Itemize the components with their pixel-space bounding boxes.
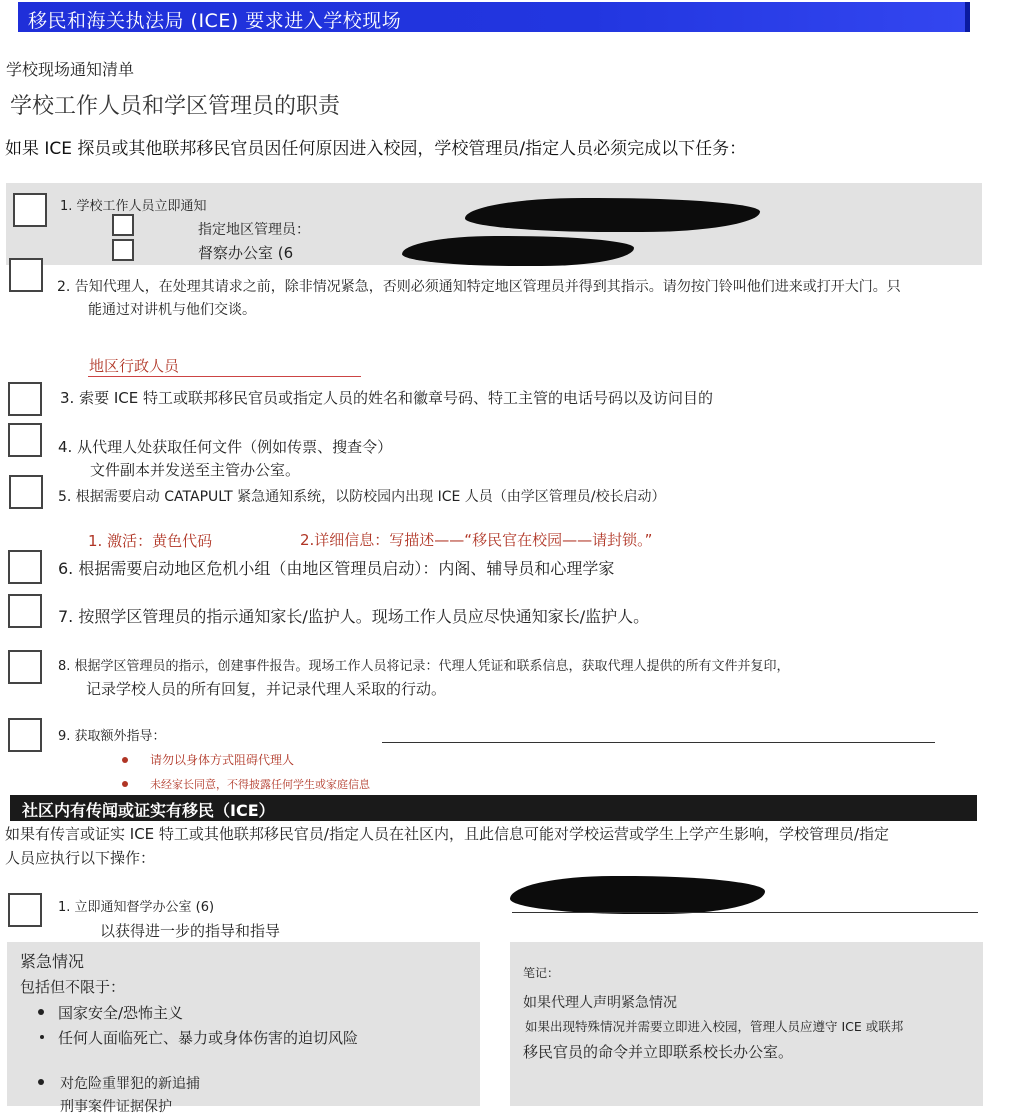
item-9-answer-line (382, 742, 935, 743)
item-6-text: 6. 根据需要启动地区危机小组（由地区管理员启动）：内阁、辅导员和心理学家 (58, 559, 615, 578)
checklist-label: 学校现场通知清单 (6, 60, 135, 79)
district-staff-line (88, 376, 361, 377)
community-header: 社区内有传闻或证实有移民（ICE） (22, 801, 275, 820)
emergency-bullet-4: 刑事案件证据保护 (60, 1099, 172, 1115)
item-2-checkbox[interactable] (9, 258, 43, 292)
item-1-sub1-label: 指定地区管理员： (198, 222, 310, 238)
item-9-bullet-2: 未经家长同意，不得披露任何学生或家庭信息 (150, 778, 370, 791)
district-staff-label: 地区行政人员 (89, 357, 180, 375)
emergency-bullet-2: 任何人面临死亡、暴力或身体伤害的迫切风险 (58, 1029, 359, 1047)
item-3-text: 3. 索要 ICE 特工或联邦移民官员或指定人员的姓名和徽章号码、特工主管的电话号码以及访问目的 (60, 389, 713, 407)
redaction-mark (510, 876, 765, 914)
community-item-1-checkbox[interactable] (8, 893, 42, 927)
emergency-title: 紧急情况 (20, 952, 85, 971)
bullet-icon (38, 1009, 44, 1015)
item-1-sub2-checkbox[interactable] (112, 239, 134, 261)
red-bullet-icon (122, 757, 128, 763)
notes-label: 笔记： (523, 966, 560, 980)
item-5-text: 5. 根据需要启动 CATAPULT 紧急通知系统，以防校园内出现 ICE 人员（由学区管理员/校长启动） (58, 489, 666, 505)
redaction-mark (402, 236, 634, 266)
item-4-line1: 4. 从代理人处获取任何文件（例如传票、搜查令） (58, 438, 393, 456)
item-5-activate: 1. 激活：黄色代码 (88, 532, 213, 550)
item-7-checkbox[interactable] (8, 594, 42, 628)
item-2-line2: 能通过对讲机与他们交谈。 (88, 302, 256, 318)
item-1-checkbox[interactable] (13, 193, 47, 227)
item-1-text: 1. 学校工作人员立即通知 (60, 199, 207, 214)
item-6-checkbox[interactable] (8, 550, 42, 584)
banner-title: 移民和海关执法局 (ICE) 要求进入学校现场 (28, 10, 402, 32)
item-9-checkbox[interactable] (8, 718, 42, 752)
item-3-checkbox[interactable] (8, 382, 42, 416)
bullet-icon (38, 1079, 44, 1085)
item-8-line1: 8. 根据学区管理员的指示，创建事件报告。现场工作人员将记录：代理人凭证和联系信息，获取代理人提供的所有文件并复印， (58, 659, 790, 674)
item-8-checkbox[interactable] (8, 650, 42, 684)
item-2-line1: 2. 告知代理人，在处理其请求之前，除非情况紧急，否则必须通知特定地区管理员并得到其指示。请勿按门铃叫他们进来或打开大门。只 (57, 279, 901, 295)
community-item-1-text: 1. 立即通知督学办公室 (6) (58, 900, 215, 915)
notes-line2: 如果出现特殊情况并需要立即进入校园，管理人员应遵守 ICE 或联邦 (525, 1019, 904, 1034)
redaction-mark (465, 198, 760, 232)
item-4-line2: 文件副本并发送至主管办公室。 (90, 461, 301, 479)
intro-text: 如果 ICE 探员或其他联邦移民官员因任何原因进入校园，学校管理员/指定人员必须完成以下任务： (5, 139, 747, 159)
item-8-line2: 记录学校人员的所有回复，并记录代理人采取的行动。 (86, 680, 447, 698)
community-intro-line1: 如果有传言或证实 ICE 特工或其他联邦移民官员/指定人员在社区内，且此信息可能对学校运营或学生上学产生影响，学校管理员/指定 (5, 825, 890, 843)
item-4-checkbox[interactable] (8, 423, 42, 457)
item-1-sub2-label: 督察办公室 (6 (198, 244, 294, 262)
emergency-bullet-3: 对危险重罪犯的新追捕 (60, 1076, 200, 1092)
item-7-text: 7. 按照学区管理员的指示通知家长/监护人。现场工作人员应尽快通知家长/监护人。 (58, 607, 650, 626)
item-9-bullet-1: 请勿以身体方式阻碍代理人 (150, 753, 295, 767)
emergency-bullet-1: 国家安全/恐怖主义 (58, 1004, 184, 1022)
community-answer-line (512, 912, 978, 913)
item-5-checkbox[interactable] (9, 475, 43, 509)
item-1-sub1-checkbox[interactable] (112, 214, 134, 236)
page-heading: 学校工作人员和学区管理员的职责 (10, 94, 341, 119)
bullet-icon (40, 1035, 44, 1039)
item-9-text: 9. 获取额外指导： (58, 729, 166, 744)
red-bullet-icon (122, 781, 128, 787)
community-item-1-sub: 以获得进一步的指导和指导 (100, 922, 281, 940)
community-intro-line2: 人员应执行以下操作： (5, 849, 156, 867)
item-5-detail: 2.详细信息：写描述——“移民官在校园——请封锁。” (300, 531, 653, 549)
notes-line3: 移民官员的命令并立即联系校长办公室。 (523, 1043, 794, 1061)
emergency-subtitle: 包括但不限于： (20, 978, 126, 996)
notes-line1: 如果代理人声明紧急情况 (523, 995, 677, 1011)
